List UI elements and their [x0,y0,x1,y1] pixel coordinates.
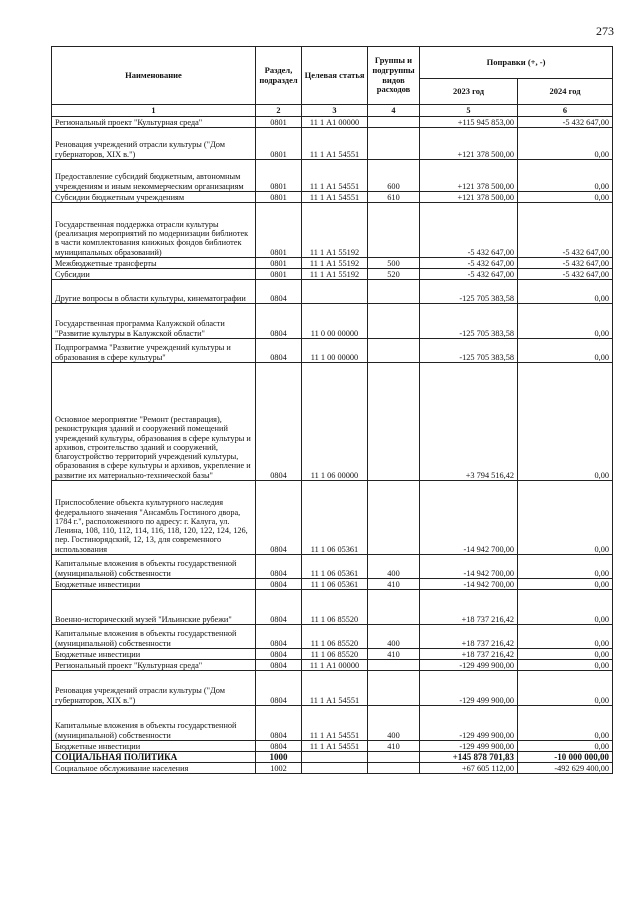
row-target [302,280,368,304]
column-number: 5 [420,105,518,117]
row-section: 0801 [256,203,302,258]
row-amount-2024: 0,00 [518,649,613,660]
row-group: 400 [368,625,420,649]
table-row [52,203,613,258]
row-name: Другие вопросы в области культуры, кинематографии [52,280,256,304]
row-target: 11 1 06 05361 [302,555,368,579]
row-group [368,304,420,339]
table-row [52,741,613,752]
row-target [302,752,368,763]
column-number: 1 [52,105,256,117]
row-name: Реновация учреждений отрасли культуры ("Дом губернаторов, XIX в.") [52,671,256,706]
row-section: 0804 [256,481,302,555]
row-section: 0804 [256,579,302,590]
row-section: 0804 [256,706,302,741]
row-name: Капитальные вложения в объекты государственной (муниципальной) собственности [52,555,256,579]
row-amount-2023: -129 499 900,00 [420,660,518,671]
row-group [368,339,420,363]
column-numbers-row [52,105,613,117]
row-target: 11 1 00 00000 [302,339,368,363]
row-group [368,280,420,304]
row-group [368,481,420,555]
row-amount-2024: 0,00 [518,706,613,741]
row-amount-2023: -129 499 900,00 [420,741,518,752]
row-amount-2024: -5 432 647,00 [518,258,613,269]
row-name: Государственная программа Калужской области "Развитие культуры в Калужской области" [52,304,256,339]
row-section: 0804 [256,671,302,706]
row-name: Реновация учреждений отрасли культуры ("Дом губернаторов, XIX в.") [52,128,256,160]
header-section: Раздел, подраздел [256,47,302,105]
row-amount-2024: 0,00 [518,363,613,481]
row-amount-2024: -5 432 647,00 [518,269,613,280]
row-section: 0804 [256,339,302,363]
table-row [52,671,613,706]
table-row [52,339,613,363]
row-amount-2023: +121 378 500,00 [420,128,518,160]
row-section: 0804 [256,363,302,481]
row-name: Государственная поддержка отрасли культуры (реализация мероприятий по модернизации библиотек в части комплектования книжных фондов библиотек муниципальных образований) [52,203,256,258]
row-amount-2024: 0,00 [518,339,613,363]
row-name: Приспособление объекта культурного наследия федерального значения "Ансамбль Гостиного двора, 1784 г.", расположенного по адресу: г. Калуга, ул. Ленина, 108, 110, 112, 114, 116, 118, 120, 122, 124, 126, пер. Гостинорядский, 12, 13, для современного использования [52,481,256,555]
table-row [52,579,613,590]
row-name: Бюджетные инвестиции [52,741,256,752]
row-target: 11 1 А1 54551 [302,706,368,741]
row-name: Субсидии [52,269,256,280]
row-section: 0804 [256,590,302,625]
row-amount-2024: 0,00 [518,304,613,339]
row-amount-2023: +18 737 216,42 [420,625,518,649]
table-row [52,258,613,269]
row-name: Межбюджетные трансферты [52,258,256,269]
row-section: 0804 [256,625,302,649]
table-row [52,706,613,741]
row-name: Социальное обслуживание населения [52,763,256,774]
column-number: 6 [518,105,613,117]
row-section: 0801 [256,117,302,128]
row-amount-2023: +67 605 112,00 [420,763,518,774]
row-amount-2024: 0,00 [518,625,613,649]
row-amount-2024: 0,00 [518,741,613,752]
row-group: 410 [368,579,420,590]
row-name: Подпрограмма "Развитие учреждений культуры и образования в сфере культуры" [52,339,256,363]
row-group: 400 [368,706,420,741]
table-row [52,649,613,660]
header-name: Наименование [52,47,256,105]
row-target: 11 1 А1 00000 [302,660,368,671]
row-amount-2024: -10 000 000,00 [518,752,613,763]
row-amount-2024: 0,00 [518,660,613,671]
row-amount-2024: 0,00 [518,192,613,203]
row-amount-2024: 0,00 [518,671,613,706]
table-row [52,590,613,625]
row-target: 11 1 06 85520 [302,625,368,649]
row-group [368,660,420,671]
table-row [52,555,613,579]
row-target: 11 1 А1 54551 [302,741,368,752]
row-name: Капитальные вложения в объекты государственной (муниципальной) собственности [52,625,256,649]
row-amount-2023: -125 705 383,58 [420,280,518,304]
row-name: Бюджетные инвестиции [52,579,256,590]
row-target: 11 1 А1 54551 [302,160,368,192]
row-group [368,117,420,128]
row-section: 1002 [256,763,302,774]
table-row [52,660,613,671]
row-name: Капитальные вложения в объекты государственной (муниципальной) собственности [52,706,256,741]
row-target: 11 1 06 05361 [302,481,368,555]
row-amount-2023: -5 432 647,00 [420,258,518,269]
table-row [52,481,613,555]
table-row [52,192,613,203]
header-expense-group: Группы и подгруппы видов расходов [368,47,420,105]
row-amount-2023: +121 378 500,00 [420,192,518,203]
row-section: 0801 [256,192,302,203]
row-section: 0801 [256,128,302,160]
row-group: 500 [368,258,420,269]
row-group [368,671,420,706]
row-name: Бюджетные инвестиции [52,649,256,660]
row-group: 410 [368,741,420,752]
table-row [52,280,613,304]
row-name: СОЦИАЛЬНАЯ ПОЛИТИКА [52,752,256,763]
row-target: 11 1 А1 54551 [302,671,368,706]
row-section: 0804 [256,649,302,660]
column-number: 4 [368,105,420,117]
table-row [52,363,613,481]
header-year-2023: 2023 год [420,79,518,105]
table-row [52,269,613,280]
row-amount-2023: -5 432 647,00 [420,269,518,280]
row-amount-2024: -492 629 400,00 [518,763,613,774]
row-target: 11 1 А1 55192 [302,203,368,258]
table-row [52,117,613,128]
row-name: Региональный проект "Культурная среда" [52,660,256,671]
row-amount-2023: +18 737 216,42 [420,590,518,625]
row-amount-2023: +115 945 853,00 [420,117,518,128]
row-group: 400 [368,555,420,579]
row-group [368,763,420,774]
table-row [52,128,613,160]
header-year-2024: 2024 год [518,79,613,105]
row-name: Субсидии бюджетным учреждениям [52,192,256,203]
table-row [52,160,613,192]
row-target: 11 1 А1 54551 [302,192,368,203]
row-amount-2024: -5 432 647,00 [518,117,613,128]
row-target: 11 1 А1 55192 [302,269,368,280]
row-group [368,752,420,763]
row-amount-2024: 0,00 [518,128,613,160]
row-amount-2024: -5 432 647,00 [518,203,613,258]
table-row [52,625,613,649]
row-amount-2023: -125 705 383,58 [420,304,518,339]
row-target: 11 1 А1 54551 [302,128,368,160]
row-amount-2024: 0,00 [518,160,613,192]
row-amount-2023: -125 705 383,58 [420,339,518,363]
row-section: 0801 [256,258,302,269]
row-amount-2023: -14 942 700,00 [420,481,518,555]
row-section: 0804 [256,741,302,752]
row-group [368,590,420,625]
row-section: 0801 [256,269,302,280]
row-amount-2024: 0,00 [518,590,613,625]
row-section: 0804 [256,304,302,339]
row-name: Предоставление субсидий бюджетным, автономным учреждениям и иным некоммерческим организациям [52,160,256,192]
table-row [52,752,613,763]
row-amount-2023: +3 794 516,42 [420,363,518,481]
row-group: 600 [368,160,420,192]
row-target: 11 1 06 85520 [302,649,368,660]
row-amount-2023: -129 499 900,00 [420,671,518,706]
row-name: Основное мероприятие "Ремонт (реставрация), реконструкция зданий и сооружений помещений учреждений культуры, образования в сфере культуры и архивов, строительство зданий и сооружений, благоустройство территорий учреждений культуры, образования в сфере культуры и архивов, укрепление и развитие их материально-технической базы" [52,363,256,481]
row-group [368,128,420,160]
row-amount-2023: -14 942 700,00 [420,555,518,579]
header-target: Целевая статья [302,47,368,105]
row-amount-2023: -14 942 700,00 [420,579,518,590]
row-target: 11 1 06 85520 [302,590,368,625]
row-target: 11 1 06 00000 [302,363,368,481]
row-section: 1000 [256,752,302,763]
row-section: 0804 [256,555,302,579]
row-amount-2024: 0,00 [518,280,613,304]
row-amount-2024: 0,00 [518,555,613,579]
row-amount-2023: -5 432 647,00 [420,203,518,258]
budget-amendments-table [51,46,613,774]
row-amount-2024: 0,00 [518,481,613,555]
row-amount-2024: 0,00 [518,579,613,590]
row-target: 11 0 00 00000 [302,304,368,339]
row-name: Военно-исторический музей "Ильинские рубежи" [52,590,256,625]
row-target: 11 1 06 05361 [302,579,368,590]
header-amendments: Поправки (+, -) [420,47,613,79]
row-target: 11 1 А1 55192 [302,258,368,269]
row-amount-2023: +18 737 216,42 [420,649,518,660]
row-section: 0804 [256,660,302,671]
row-group [368,363,420,481]
row-target [302,763,368,774]
column-number: 2 [256,105,302,117]
row-group: 610 [368,192,420,203]
row-group [368,203,420,258]
page-number: 273 [596,24,614,38]
row-target: 11 1 А1 00000 [302,117,368,128]
row-amount-2023: +121 378 500,00 [420,160,518,192]
table-row [52,763,613,774]
row-amount-2023: -129 499 900,00 [420,706,518,741]
table-row [52,304,613,339]
row-group: 520 [368,269,420,280]
column-number: 3 [302,105,368,117]
row-name: Региональный проект "Культурная среда" [52,117,256,128]
row-section: 0801 [256,160,302,192]
row-amount-2023: +145 878 701,83 [420,752,518,763]
row-section: 0804 [256,280,302,304]
row-group: 410 [368,649,420,660]
